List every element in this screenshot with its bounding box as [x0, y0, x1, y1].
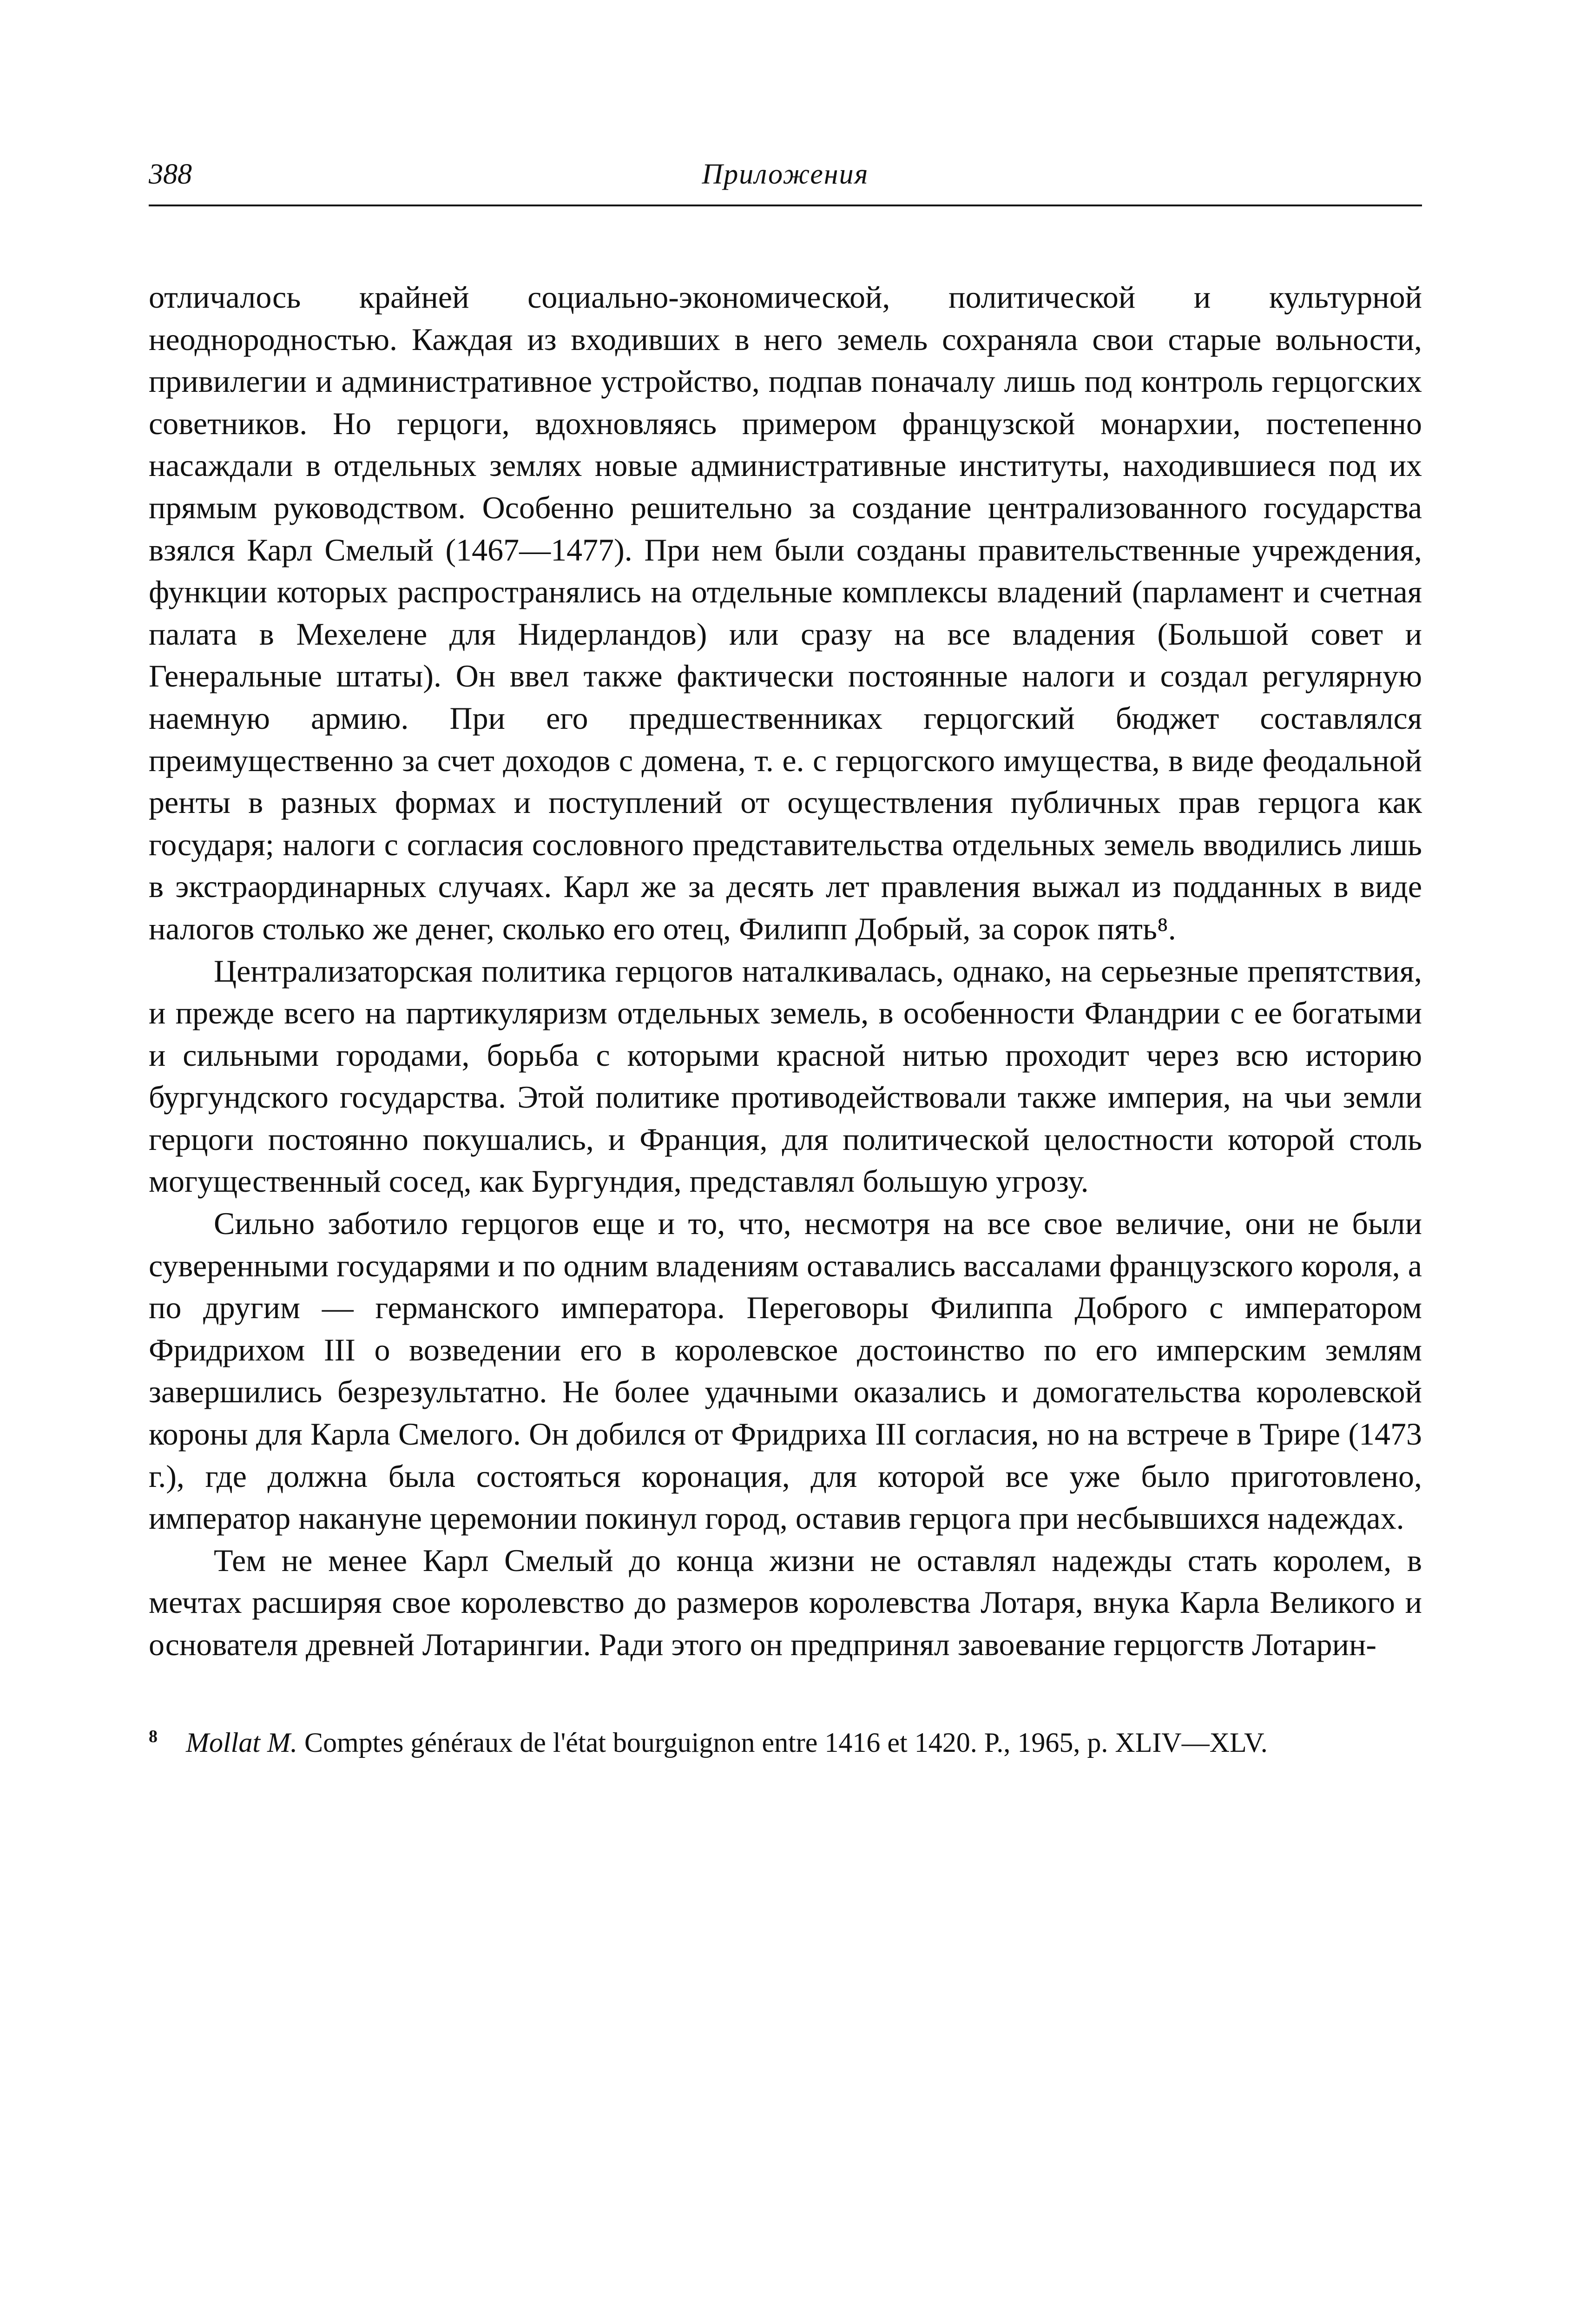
footnote-text: Comptes généraux de l'état bourguignon entre 1416 et 1420. P., 1965, p. XLIV—XLV. [304, 1727, 1268, 1758]
body-text [149, 276, 1422, 1666]
page [149, 153, 1422, 1762]
page-number: 388 [149, 158, 192, 190]
footnote [149, 1717, 1422, 1762]
paragraph: Сильно заботило герцогов еще и то, что, несмотря на все свое величие, они не были суверенными государями и по одним владениям оставались вассалами французского короля, а по другим — германского императора. Переговоры Филиппа Доброго с императором Фридрихом III о возведении его в королевское достоинство по его имперским землям завершились безрезультатно. Не более удачными оказались и домогательства королевской короны для Карла Смелого. Он добился от Фридриха III согласия, но на встрече в Трире (1473 г.), где должна была состояться коронация, для которой все уже было приготовлено, император накануне церемонии покинул город, оставив герцога при несбывшихся надеждах. [149, 1206, 1422, 1536]
paragraph: Тем не менее Карл Смелый до конца жизни не оставлял надежды стать королем, в мечтах расширяя свое королевство до размеров королевства Лотаря, внука Карла Великого и основателя древней Лотарингии. Ради этого он предпринял завоевание герцогств Лотарин- [149, 1542, 1422, 1662]
paragraph: Централизаторская политика герцогов наталкивалась, однако, на серьезные препятствия, и прежде всего на партикуляризм отдельных земель, в особенности Фландрии с ее богатыми и сильными городами, борьба с которыми красной нитью проходит через всю историю бургундского государства. Этой политике противодействовали также империя, на чьи земли герцоги постоянно покушались, и Франция, для политической целостности которой столь могущественный сосед, как Бургундия, представлял большую угрозу. [149, 953, 1422, 1199]
footnote-author: Mollat M. [186, 1727, 297, 1758]
paragraph: отличалось крайней социально-экономической, политической и культурной неоднородностью. Каждая из входивших в него земель сохраняла свои старые вольности, привилегии и административное устройство, подпав поначалу лишь под контроль герцогских советников. Но герцоги, вдохновляясь примером французской монархии, постепенно насаждали в отдельных землях новые административные институты, находившиеся под их прямым руководством. Особенно решительно за создание централизованного государства взялся Карл Смелый (1467—1477). При нем были созданы правительственные учреждения, функции которых распространялись на отдельные комплексы владений (парламент и счетная палата в Мехелене для Нидерландов) или сразу на все владения (Большой совет и Генеральные штаты). Он ввел также фактически постоянные налоги и создал регулярную наемную армию. При его предшественниках герцогский бюджет составлялся преимущественно за счет доходов с домена, т. е. с герцогского имущества, в виде феодальной ренты в разных формах и поступлений от осуществления публичных прав герцога как государя; налоги с согласия сословного представительства отдельных земель вводились лишь в экстраординарных случаях. Карл же за десять лет правления выжал из подданных в виде налогов столько же денег, сколько его отец, Филипп Добрый, за сорок пять⁸. [149, 279, 1422, 946]
running-title: Приложения [702, 158, 869, 190]
footnote-marker: 8 [149, 1726, 158, 1746]
page-header [149, 153, 1422, 206]
